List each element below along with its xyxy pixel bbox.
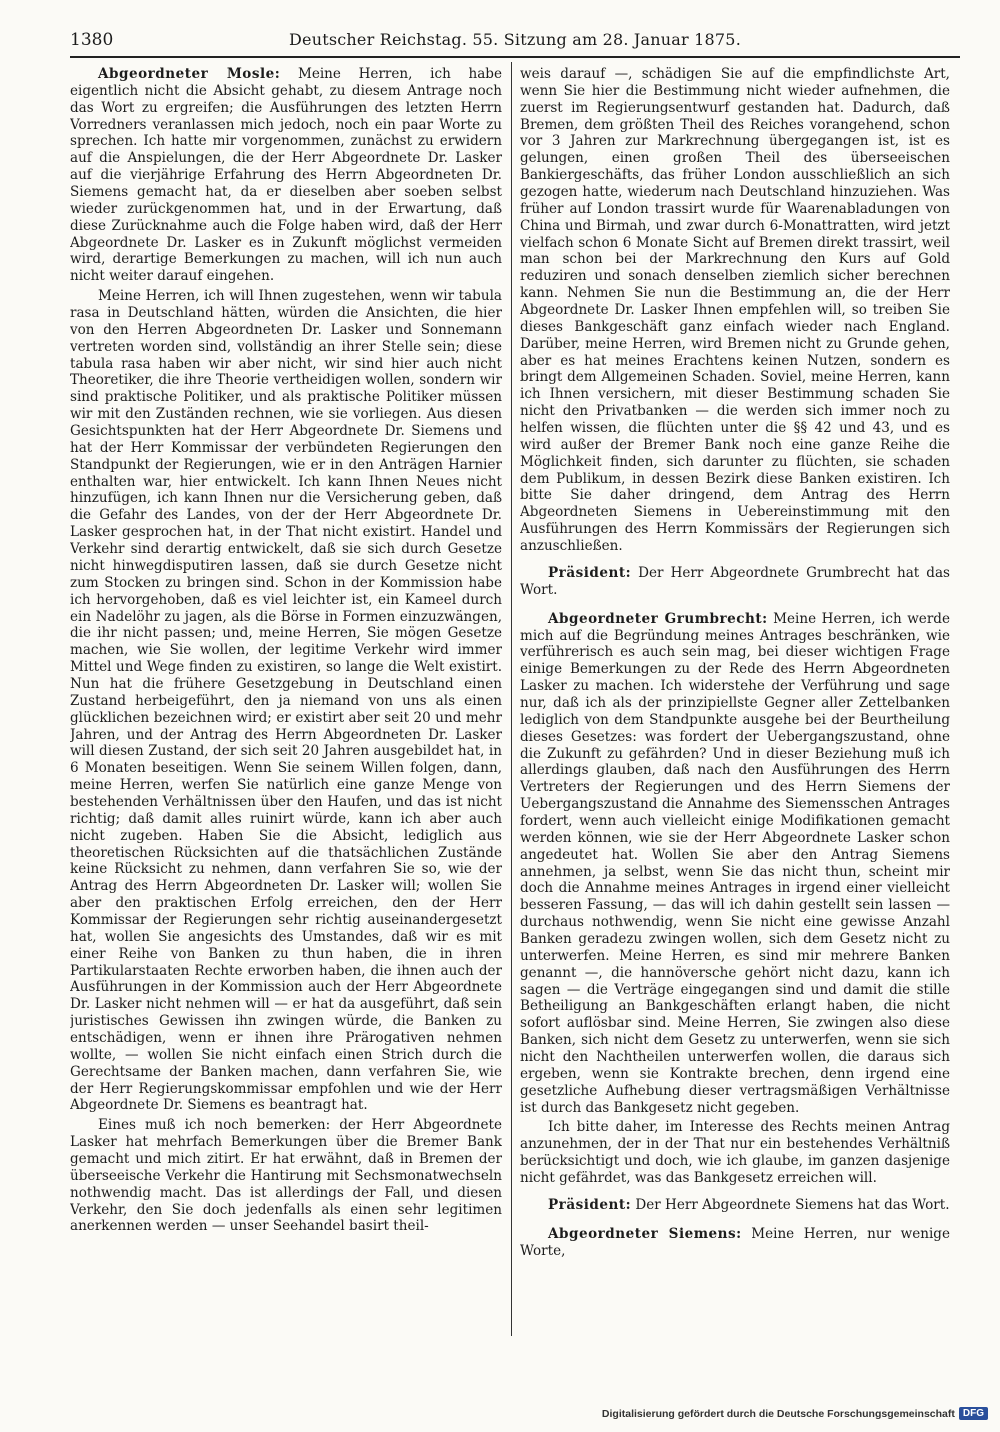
speaker-siemens: Abgeordneter Siemens: — [548, 1225, 742, 1242]
running-title: Deutscher Reichstag. 55. Sitzung am 28. Januar 1875. — [289, 30, 741, 49]
paragraph-mosle-intro — [70, 66, 502, 285]
paragraph-mosle-tabula-rasa: Meine Herren, ich will Ihnen zugestehen, wenn wir tabula rasa in Deutschland hätten, würden die Ansichten, die hier von den Herren Abgeordneten Dr. Lasker und Sonnemann vertreten worden sind, vollständig an ihrer Stelle sein; diese tabula rasa haben wir aber nicht, wir sind hier auch nicht Theoretiker, die ihre Theorie vertheidigen wollen, sondern wir sind praktische Politiker, und als praktische Politiker müssen wir mit den Zuständen rechnen, wie sie vorliegen. Aus diesen Gesichtspunkten hat der Herr Abgeordnete Dr. Siemens und hat der Herr Kommissar der verbündeten Regierungen den Standpunkt der Regierungen, wie er in den Anträgen Harnier enthalten war, hier entwickelt. Ich kann Ihnen Neues nicht hinzufügen, ich kann Ihnen nur die Versicherung geben, daß die Gefahr des Landes, von der der Herr Abgeordnete Dr. Lasker gesprochen hat, in der That nicht existirt. Handel und Verkehr sind derartig entwickelt, daß sie sich durch Gesetze nicht hinwegdisputiren lassen, daß sie durch Gesetze nicht zum Stocken zu bringen sind. Schon in der Kommission habe ich hervorgehoben, daß es viel leichter ist, ein Kameel durch ein Nadelöhr zu jagen, als die Börse in Formen einzuzwängen, die ihr nicht passen; und, meine Herren, Sie mögen Gesetze machen, wie Sie wollen, der legitime Verkehr wird immer Mittel und Wege finden zu existiren, so lange die Welt existirt. Nun hat die frühere Gesetzgebung in Deutschland einen Zustand herbeigeführt, den ja niemand von uns als einen glücklichen bezeichnen wird; er existirt aber seit 20 und mehr Jahren, und der Antrag des Herrn Abgeordneten Dr. Lasker will diesen Zustand, der sich seit 20 Jahren ausgebildet hat, in 6 Monaten beseitigen. Wenn Sie seinem Willen folgen, dann, meine Herren, werfen Sie natürlich eine ganze Menge von bestehenden Verhältnissen über den Haufen, und das ist nicht richtig; daß damit alles ruinirt würde, kann ich aber auch nicht zugeben. Haben Sie die Absicht, lediglich aus theoretischen Rücksichten auf die thatsächlichen Zustände keine Rücksicht zu nehmen, dann verfahren Sie so, wie der Antrag des Herrn Abgeordneten Dr. Lasker will; wollen Sie aber den praktischen Erfolg erreichen, den der Herr Kommissar der Regierungen sehr richtig auseinandergesetzt hat, wollen Sie angesichts des Umstandes, daß wir es mit einer Reihe von Banken zu thun haben, die in ihren Partikularstaaten Rechte erworben haben, die ihnen auch der Ausführungen in der Kommission auch der Herr Abgeordnete Dr. Lasker nicht nehmen will — er hat da ausgeführt, daß sein juristisches Gewissen ihn zwingen würde, die Banken zu entschädigen, wenn er ihnen ihre Prärogativen nehmen wollte, — wollen Sie nicht einfach einen Strich durch die Gerechtsame der Banken machen, dann verfahren Sie, wie der Herr Regierungskommissar empfohlen und wie der Herr Abgeordnete Dr. Siemens es beantragt hat. — [70, 288, 502, 1114]
paragraph-text: Meine Herren, ich werde mich auf die Begründung meines Antrages beschränken, wie verführerisch es auch sein mag, bei dieser wichtigen Frage einige Bemerkungen zu der Rede des Herrn Abgeordneten Lasker zu machen. Ich widerstehe der Verführung und sage nur, daß ich als der prinzipiellste Gegner aller Zettelbanken lediglich von dem Standpunkte ausgehe bei der Beurtheilung dieses Gesetzes: was fordert der Uebergangszustand, ohne die Zukunft zu gefährden? Und in dieser Beziehung muß ich allerdings glauben, daß nach den Ausführungen des Herrn Vertreters der Regierungen und des Herrn Siemens der Uebergangszustand die Annahme des Siemensschen Antrages fordert, wenn auch vielleicht einige Modifikationen gemacht werden können, wie sie der Herr Abgeordnete Lasker schon angedeutet hat. Wollen Sie aber den Antrag Siemens annehmen, ja selbst, wenn Sie das nicht thun, scheint mir doch die Annahme meines Antrages in irgend einer vielleicht besseren Fassung, — das will ich dahin gestellt sein lassen — durchaus nothwendig, wenn Sie nicht eine gewisse Anzahl Banken geradezu zwingen wollen, sich dem Gesetz nicht zu unterwerfen. Meine Herren, es sind mir mehrere Banken genannt —, die hannöversche gehört nicht dazu, kann ich sagen — die Verträge eingegangen sind und damit die stille Betheiligung an Bankgeschäften erlangt haben, die nicht sofort auflösbar sind. Meine Herren, Sie zwingen also diese Banken, sich nicht dem Gesetz zu unterwerfen, wenn sie sich nicht den Nachtheilen unterwerfen wollen, die daraus sich ergeben, wenn sie Kontrakte brechen, denn irgend eine gesetzliche Aufhebung dieser vertragsmäßigen Verhältnisse ist durch das Bankgesetz nicht gegeben. — [520, 610, 950, 1116]
paragraph-grumbrecht-conclusion: Ich bitte daher, im Interesse des Rechts meinen Antrag anzunehmen, der in der That nur ein bestehendes Verhältniß berücksichtigt und doch, wie ich glaube, im ganzen dasjenige nicht gefährdet, was das Bankgesetz erreichen will. — [520, 1119, 950, 1186]
dfg-logo: DFG — [959, 1407, 988, 1420]
paragraph-siemens — [520, 1226, 950, 1260]
speaker-president: Präsident: — [548, 564, 632, 581]
paragraph-text: Meine Herren, ich habe eigentlich nicht die Absicht gehabt, zu diesem Antrage noch das Wort zu ergreifen; die Ausführungen des letzten Herrn Vorredners veranlassen mich jedoch, noch ein paar Worte zu sprechen. Ich hatte mir vorgenommen, zunächst zu erwidern auf die Anspielungen, die der Herr Abgeordnete Dr. Lasker auf die vierjährige Erfahrung des Herrn Abgeordneten Dr. Siemens gemacht hat, da er dieselben aber soeben selbst wieder zurückgenommen hat, und in der Erwartung, daß diese Zurücknahme auch die Folge haben wird, daß der Herr Abgeordnete Dr. Lasker es in Zukunft möglichst vermeiden wird, derartige Bemerkungen zu machen, will ich nun auch nicht weiter darauf eingehen. — [70, 66, 502, 285]
speaker-president: Präsident: — [548, 1196, 632, 1213]
page-header — [70, 30, 960, 58]
speaker-mosle: Abgeordneter Mosle: — [98, 66, 281, 82]
paragraph-president-1 — [520, 565, 950, 599]
paragraph-president-2 — [520, 1197, 950, 1214]
digitization-credit — [602, 1407, 988, 1420]
paragraph-mosle-continued: weis darauf —, schädigen Sie auf die empfindlichste Art, wenn Sie hier die Bestimmung nicht wieder aufnehmen, die zuerst im Regierungsentwurf gestanden hat. Dadurch, daß Bremen, dem größten Theil des Reiches vorangehend, schon vor 3 Jahren zur Markrechnung übergegangen ist, ist es gelungen, einen großen Theil des überseeischen Bankiergeschäfts, das früher London ausschließlich an sich gezogen hatte, wiederum nach Deutschland hinzuziehen. Was früher auf London trassirt wurde für Waarenabladungen von China und Birmah, und zwar durch 6-Monattratten, wird jetzt vielfach schon 6 Monate Sicht auf Bremen direkt trassirt, weil man schon bei der Markrechnung den Kurs auf Gold reduziren und sonach denselben ziemlich sicher berechnen kann. Nehmen Sie nun die Bestimmung an, die der Herr Abgeordnete Dr. Lasker Ihnen empfehlen will, so treiben Sie dieses Bankgeschäft ganz einfach wieder nach England. Darüber, meine Herren, wird Bremen nicht zu Grunde gehen, aber es hat meines Erachtens keinen Nutzen, sondern es bringt dem Allgemeinen Schaden. Soviel, meine Herren, kann ich Ihnen versichern, mit dieser Bestimmung schaden Sie nicht den Privatbanken — die werden sich immer noch zu helfen wissen, die flüchten unter die §§ 42 und 43, und es wird außer der Bremer Bank noch eine ganze Reihe die Möglichkeit finden, sich darunter zu flüchten, sie schaden dem Publikum, in dessen Bezirk diese Banken existiren. Ich bitte Sie daher dringend, dem Antrag des Herrn Abgeordneten Siemens in Uebereinstimmung mit den Ausführungen des Herrn Kommissärs der Regierungen sich anzuschließen. — [520, 66, 950, 555]
right-column — [520, 66, 950, 1340]
left-column — [70, 66, 502, 1340]
funding-note: Digitalisierung gefördert durch die Deutsche Forschungsgemeinschaft — [601, 1407, 955, 1420]
paragraph-text: Meine Herren, nur wenige Worte, — [520, 1225, 950, 1259]
column-divider — [511, 62, 512, 1336]
speaker-grumbrecht: Abgeordneter Grumbrecht: — [548, 610, 768, 627]
paragraph-text: Der Herr Abgeordnete Grumbrecht hat das Wort. — [520, 564, 950, 598]
page-number: 1380 — [70, 30, 114, 50]
paragraph-text: Der Herr Abgeordnete Siemens hat das Wort. — [635, 1196, 950, 1213]
paragraph-mosle-bremer-bank: Eines muß ich noch bemerken: der Herr Abgeordnete Lasker hat mehrfach Bemerkungen über die Bremer Bank gemacht und mich zitirt. Er hat erwähnt, daß in Bremen der überseeische Verkehr die Hantirung mit Sechsmonatwechseln nothwendig macht. Das ist allerdings der Fall, und diesen Verkehr, den Sie doch jedenfalls als einen sehr legitimen anerkennen werden — unser Seehandel basirt theil- — [70, 1117, 502, 1235]
paragraph-grumbrecht — [520, 611, 950, 1117]
